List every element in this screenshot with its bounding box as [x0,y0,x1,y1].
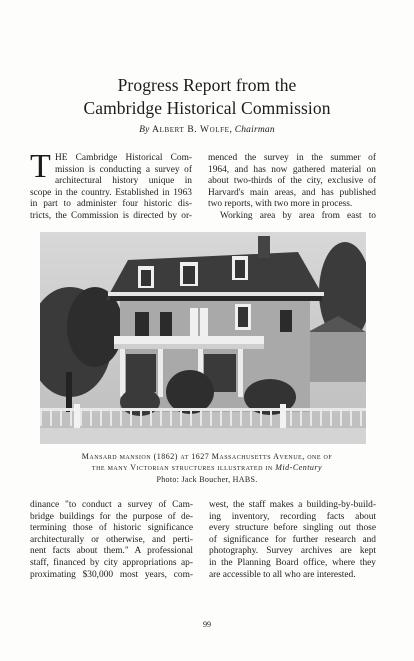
text-line: staff, financed by city appropriations ap- [30,557,193,568]
photo-credit: Photo: Jack Boucher, HABS. [156,475,258,484]
text-line: tricts, the Commission is directed by or- [30,210,192,221]
article-title-line-1: Progress Report from the [117,75,297,95]
text-line: dinance "to conduct a survey of Cam- [30,500,193,510]
drop-cap: T [30,148,51,185]
byline-prefix: By [139,125,150,135]
author-name: Albert B. Wolfe [152,125,230,135]
text-line: of significance for further research and [209,534,376,545]
text-line: 1964, and has now gathered material on [208,164,376,175]
text-line: termining those of historic significance [30,523,193,534]
text-line: every structure before singling out those [209,523,376,534]
body-column-left-bottom [30,500,193,581]
text-line: two reports, with two more in process. [208,199,353,210]
body-column-right-top [208,153,376,223]
text-line: photography. Survey archives are kept [209,546,376,557]
article-title-line-2: Cambridge Historical Commission [83,98,331,118]
page-number: 99 [203,620,211,629]
text-line: architecturally or otherwise, and perti- [30,534,193,545]
text-line: proximating $30,000 most years, com- [30,569,193,580]
text-line: west, the staff makes a building-by-build- [209,500,376,510]
text-line: ing inventory, recording facts about [209,511,376,522]
text-line: scope in the country. Established in 1963 [30,187,192,198]
text-line: Working area by area from east to [220,210,376,221]
text-line: architectural history unique in [55,176,192,187]
author-role: Chairman [234,125,275,135]
text-line: Harvard's main areas, and has published [208,187,376,198]
text-line: HE Cambridge Historical Com- [55,153,192,163]
caption-line-2: the many Victorian structures illustrated in [91,462,273,472]
text-line: in part to administer four historic dis- [30,199,192,210]
mansion-photograph [40,232,366,444]
mansion-illustration [40,232,366,444]
caption-publication-title: Mid-Century [275,462,323,472]
text-line: menced the survey in the summer of [208,153,376,163]
text-line: about two-thirds of the city, exclusive of [208,176,376,187]
text-line: bridge buildings for the purpose of de- [30,511,193,522]
text-line: are accessible to all who are interested. [209,569,356,580]
text-line: in the Planning Board office, where they [209,557,376,568]
photo-caption [30,452,384,473]
text-line: nent facts about them." A professional [30,546,193,557]
byline: By Albert B. Wolfe, Chairman [139,125,275,135]
body-column-left-top [30,148,192,223]
text-line: mission is conducting a survey of [55,164,192,175]
body-column-right-bottom [209,500,376,581]
caption-line-1: Mansard mansion (1862) at 1627 Massachusetts Avenue, one of [81,452,333,461]
